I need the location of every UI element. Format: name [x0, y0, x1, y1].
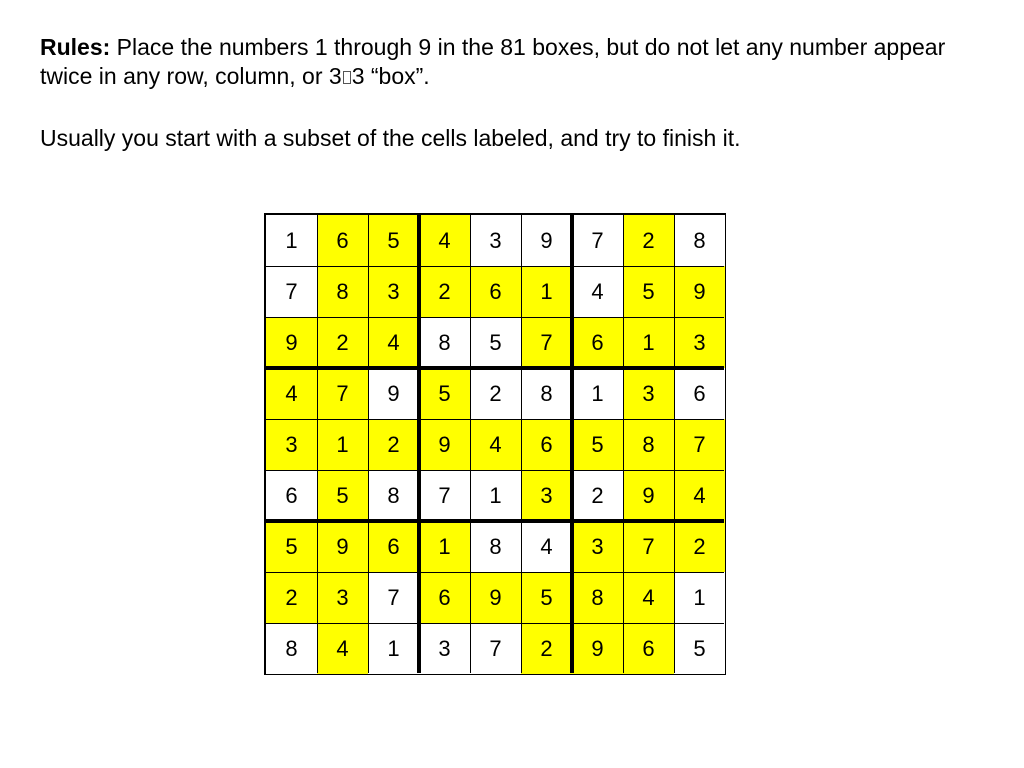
sudoku-cell-r9-c6: 2: [521, 623, 572, 674]
sudoku-cell-r3-c1: 9: [266, 317, 317, 368]
sudoku-cell-r5-c3: 2: [368, 419, 419, 470]
sudoku-cell-r8-c8: 4: [623, 572, 674, 623]
sudoku-cell-r4-c3: 9: [368, 368, 419, 419]
rules-text-part2: 3 “box”.: [351, 63, 430, 89]
sudoku-cell-r5-c6: 6: [521, 419, 572, 470]
sudoku-cell-r1-c2: 6: [317, 215, 368, 266]
sudoku-cell-r1-c3: 5: [368, 215, 419, 266]
sudoku-cell-r6-c3: 8: [368, 470, 419, 521]
sudoku-cell-r9-c7: 9: [572, 623, 623, 674]
grid-line-vertical: [470, 215, 471, 673]
sudoku-cell-r7-c5: 8: [470, 521, 521, 572]
missing-glyph-icon: [343, 71, 351, 84]
sudoku-cell-r3-c6: 7: [521, 317, 572, 368]
box-divider-vertical: [417, 215, 421, 673]
sudoku-cell-r8-c1: 2: [266, 572, 317, 623]
box-divider-horizontal: [266, 366, 724, 370]
sudoku-cell-r1-c9: 8: [674, 215, 725, 266]
sudoku-cell-r9-c5: 7: [470, 623, 521, 674]
sudoku-cell-r5-c7: 5: [572, 419, 623, 470]
box-divider-vertical: [570, 215, 574, 673]
sudoku-cell-r9-c4: 3: [419, 623, 470, 674]
sudoku-cell-r9-c1: 8: [266, 623, 317, 674]
sudoku-cell-r6-c4: 7: [419, 470, 470, 521]
sudoku-cell-r6-c5: 1: [470, 470, 521, 521]
sudoku-cell-r6-c7: 2: [572, 470, 623, 521]
sudoku-cell-r2-c3: 3: [368, 266, 419, 317]
rules-label: Rules:: [40, 34, 111, 60]
sudoku-cell-r6-c6: 3: [521, 470, 572, 521]
sudoku-cell-r8-c2: 3: [317, 572, 368, 623]
sudoku-cell-r8-c9: 1: [674, 572, 725, 623]
sudoku-cell-r7-c3: 6: [368, 521, 419, 572]
sudoku-cell-r2-c5: 6: [470, 266, 521, 317]
grid-line-vertical: [623, 215, 624, 673]
sudoku-cell-r5-c4: 9: [419, 419, 470, 470]
sudoku-cell-r9-c8: 6: [623, 623, 674, 674]
sudoku-cell-r1-c7: 7: [572, 215, 623, 266]
sudoku-cell-r2-c9: 9: [674, 266, 725, 317]
sudoku-cell-r3-c5: 5: [470, 317, 521, 368]
sudoku-cell-r2-c1: 7: [266, 266, 317, 317]
sudoku-cell-r5-c8: 8: [623, 419, 674, 470]
sudoku-cell-r2-c8: 5: [623, 266, 674, 317]
sudoku-cell-r3-c3: 4: [368, 317, 419, 368]
sudoku-cell-r6-c1: 6: [266, 470, 317, 521]
sudoku-cell-r2-c7: 4: [572, 266, 623, 317]
sudoku-cell-r8-c5: 9: [470, 572, 521, 623]
sudoku-cell-r3-c8: 1: [623, 317, 674, 368]
note-paragraph: Usually you start with a subset of the cells labeled, and try to finish it.: [40, 125, 741, 151]
grid-line-vertical: [317, 215, 318, 673]
grid-line-vertical: [521, 215, 522, 673]
sudoku-cell-r7-c6: 4: [521, 521, 572, 572]
sudoku-cell-r8-c4: 6: [419, 572, 470, 623]
sudoku-cell-r3-c9: 3: [674, 317, 725, 368]
sudoku-cell-r4-c6: 8: [521, 368, 572, 419]
sudoku-cell-r1-c8: 2: [623, 215, 674, 266]
sudoku-cell-r2-c4: 2: [419, 266, 470, 317]
sudoku-cell-r7-c8: 7: [623, 521, 674, 572]
sudoku-grid: [264, 213, 726, 675]
sudoku-cell-r3-c7: 6: [572, 317, 623, 368]
sudoku-cell-r7-c9: 2: [674, 521, 725, 572]
grid-line-horizontal: [266, 317, 724, 318]
sudoku-cell-r4-c5: 2: [470, 368, 521, 419]
grid-line-horizontal: [266, 266, 724, 267]
sudoku-cell-r6-c9: 4: [674, 470, 725, 521]
sudoku-cell-r4-c8: 3: [623, 368, 674, 419]
rules-text-part1: Place the numbers 1 through 9 in the 81 boxes, but do not let any number appear twice in any row, column, or 3: [40, 34, 946, 89]
sudoku-cell-r5-c2: 1: [317, 419, 368, 470]
sudoku-cell-r4-c7: 1: [572, 368, 623, 419]
sudoku-cell-r9-c3: 1: [368, 623, 419, 674]
grid-line-horizontal: [266, 572, 724, 573]
box-divider-horizontal: [266, 519, 724, 523]
sudoku-cell-r9-c9: 5: [674, 623, 725, 674]
sudoku-cell-r1-c6: 9: [521, 215, 572, 266]
grid-line-vertical: [674, 215, 675, 673]
sudoku-cell-r2-c2: 8: [317, 266, 368, 317]
sudoku-cell-r3-c2: 2: [317, 317, 368, 368]
sudoku-cell-r1-c5: 3: [470, 215, 521, 266]
sudoku-cell-r4-c2: 7: [317, 368, 368, 419]
rules-paragraph: [40, 33, 1000, 91]
sudoku-cell-r7-c4: 1: [419, 521, 470, 572]
sudoku-cell-r7-c1: 5: [266, 521, 317, 572]
sudoku-cell-r1-c1: 1: [266, 215, 317, 266]
sudoku-cell-r5-c9: 7: [674, 419, 725, 470]
sudoku-cell-r5-c5: 4: [470, 419, 521, 470]
sudoku-cell-r8-c6: 5: [521, 572, 572, 623]
sudoku-cell-r6-c8: 9: [623, 470, 674, 521]
sudoku-cell-r8-c3: 7: [368, 572, 419, 623]
sudoku-cell-r3-c4: 8: [419, 317, 470, 368]
grid-line-horizontal: [266, 470, 724, 471]
sudoku-cell-r1-c4: 4: [419, 215, 470, 266]
grid-line-vertical: [368, 215, 369, 673]
sudoku-cell-r4-c1: 4: [266, 368, 317, 419]
grid-line-horizontal: [266, 419, 724, 420]
grid-line-horizontal: [266, 623, 724, 624]
sudoku-cell-r4-c9: 6: [674, 368, 725, 419]
sudoku-cell-r9-c2: 4: [317, 623, 368, 674]
sudoku-cell-r4-c4: 5: [419, 368, 470, 419]
sudoku-cell-r2-c6: 1: [521, 266, 572, 317]
sudoku-cell-r7-c2: 9: [317, 521, 368, 572]
sudoku-cell-r7-c7: 3: [572, 521, 623, 572]
sudoku-cell-r8-c7: 8: [572, 572, 623, 623]
sudoku-cell-r5-c1: 3: [266, 419, 317, 470]
sudoku-cell-r6-c2: 5: [317, 470, 368, 521]
